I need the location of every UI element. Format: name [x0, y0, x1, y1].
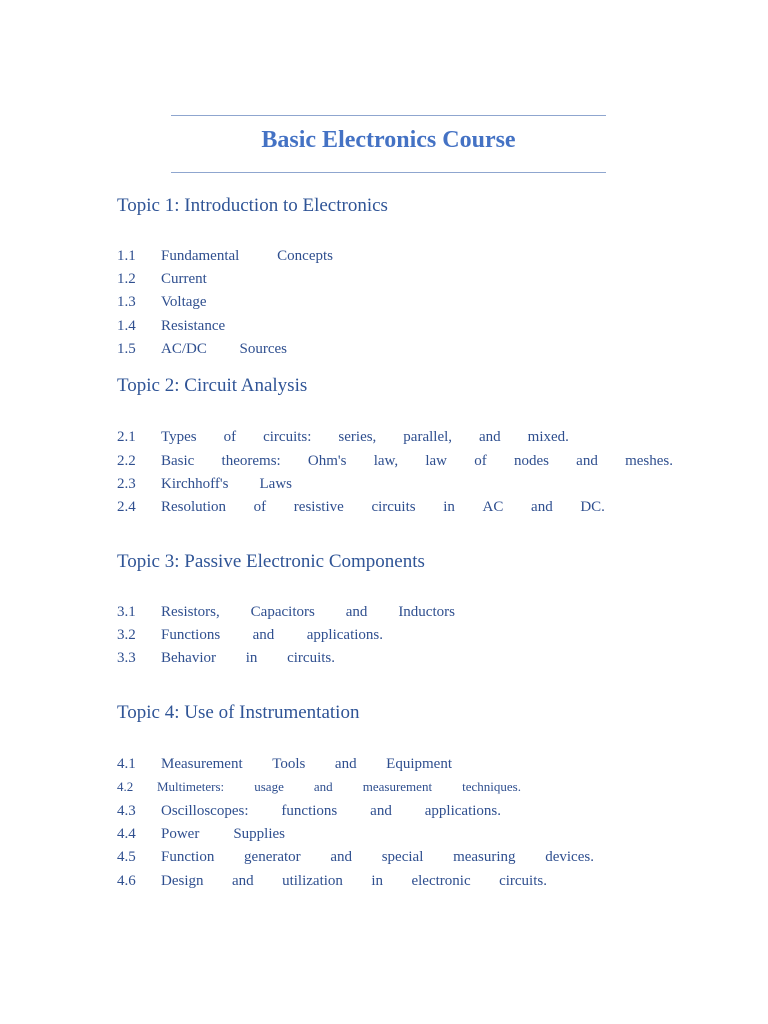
topic-heading-2: Topic 2: Circuit Analysis [117, 375, 308, 396]
item-number: 2.2 [117, 453, 136, 469]
item-number: 4.6 [117, 873, 136, 889]
item-text: Functions and applications. [161, 627, 383, 643]
item-number: 4.5 [117, 849, 136, 865]
item-text: Oscilloscopes: functions and applications. [161, 803, 501, 819]
item-text: Current [161, 271, 207, 287]
item-number: 1.4 [117, 318, 136, 334]
item-number: 4.1 [117, 756, 136, 772]
item-number: 1.1 [117, 248, 136, 264]
title-rule-bottom [171, 172, 606, 173]
topic-heading-3: Topic 3: Passive Electronic Components [117, 551, 425, 572]
item-number: 3.3 [117, 650, 136, 666]
item-text: Resistance [161, 318, 226, 334]
item-text: Kirchhoff's Laws [161, 476, 292, 492]
item-text: Function generator and special measuring devices. [161, 849, 594, 865]
item-text: AC/DC Sources [161, 341, 287, 357]
item-text: Measurement Tools and Equipment [161, 756, 452, 772]
item-text: Resolution of resistive circuits in AC and DC. [161, 499, 605, 515]
item-text: Fundamental Concepts [161, 248, 333, 264]
item-text: Basic theorems: Ohm's law, law of nodes and meshes. [161, 453, 673, 469]
topic-heading-4: Topic 4: Use of Instrumentation [117, 702, 360, 723]
item-text: Power Supplies [161, 826, 285, 842]
item-text: Multimeters: usage and measurement techniques. [157, 779, 521, 794]
item-number: 4.3 [117, 803, 136, 819]
title-rule-top [171, 115, 606, 116]
item-number: 2.4 [117, 499, 136, 515]
item-number: 4.2 [117, 779, 134, 794]
page-title: Basic Electronics Course [261, 127, 516, 153]
item-text: Types of circuits: series, parallel, and mixed. [161, 429, 569, 445]
item-number: 2.1 [117, 429, 136, 445]
item-number: 4.4 [117, 826, 136, 842]
item-number: 1.5 [117, 341, 136, 357]
item-number: 2.3 [117, 476, 136, 492]
item-text: Design and utilization in electronic circuits. [161, 873, 547, 889]
item-number: 3.2 [117, 627, 136, 643]
item-text: Behavior in circuits. [161, 650, 335, 666]
item-number: 3.1 [117, 604, 136, 620]
item-number: 1.2 [117, 271, 136, 287]
topic-heading-1: Topic 1: Introduction to Electronics [117, 195, 388, 216]
item-text: Voltage [161, 294, 207, 310]
item-text: Resistors, Capacitors and Inductors [161, 604, 455, 620]
item-number: 1.3 [117, 294, 136, 310]
